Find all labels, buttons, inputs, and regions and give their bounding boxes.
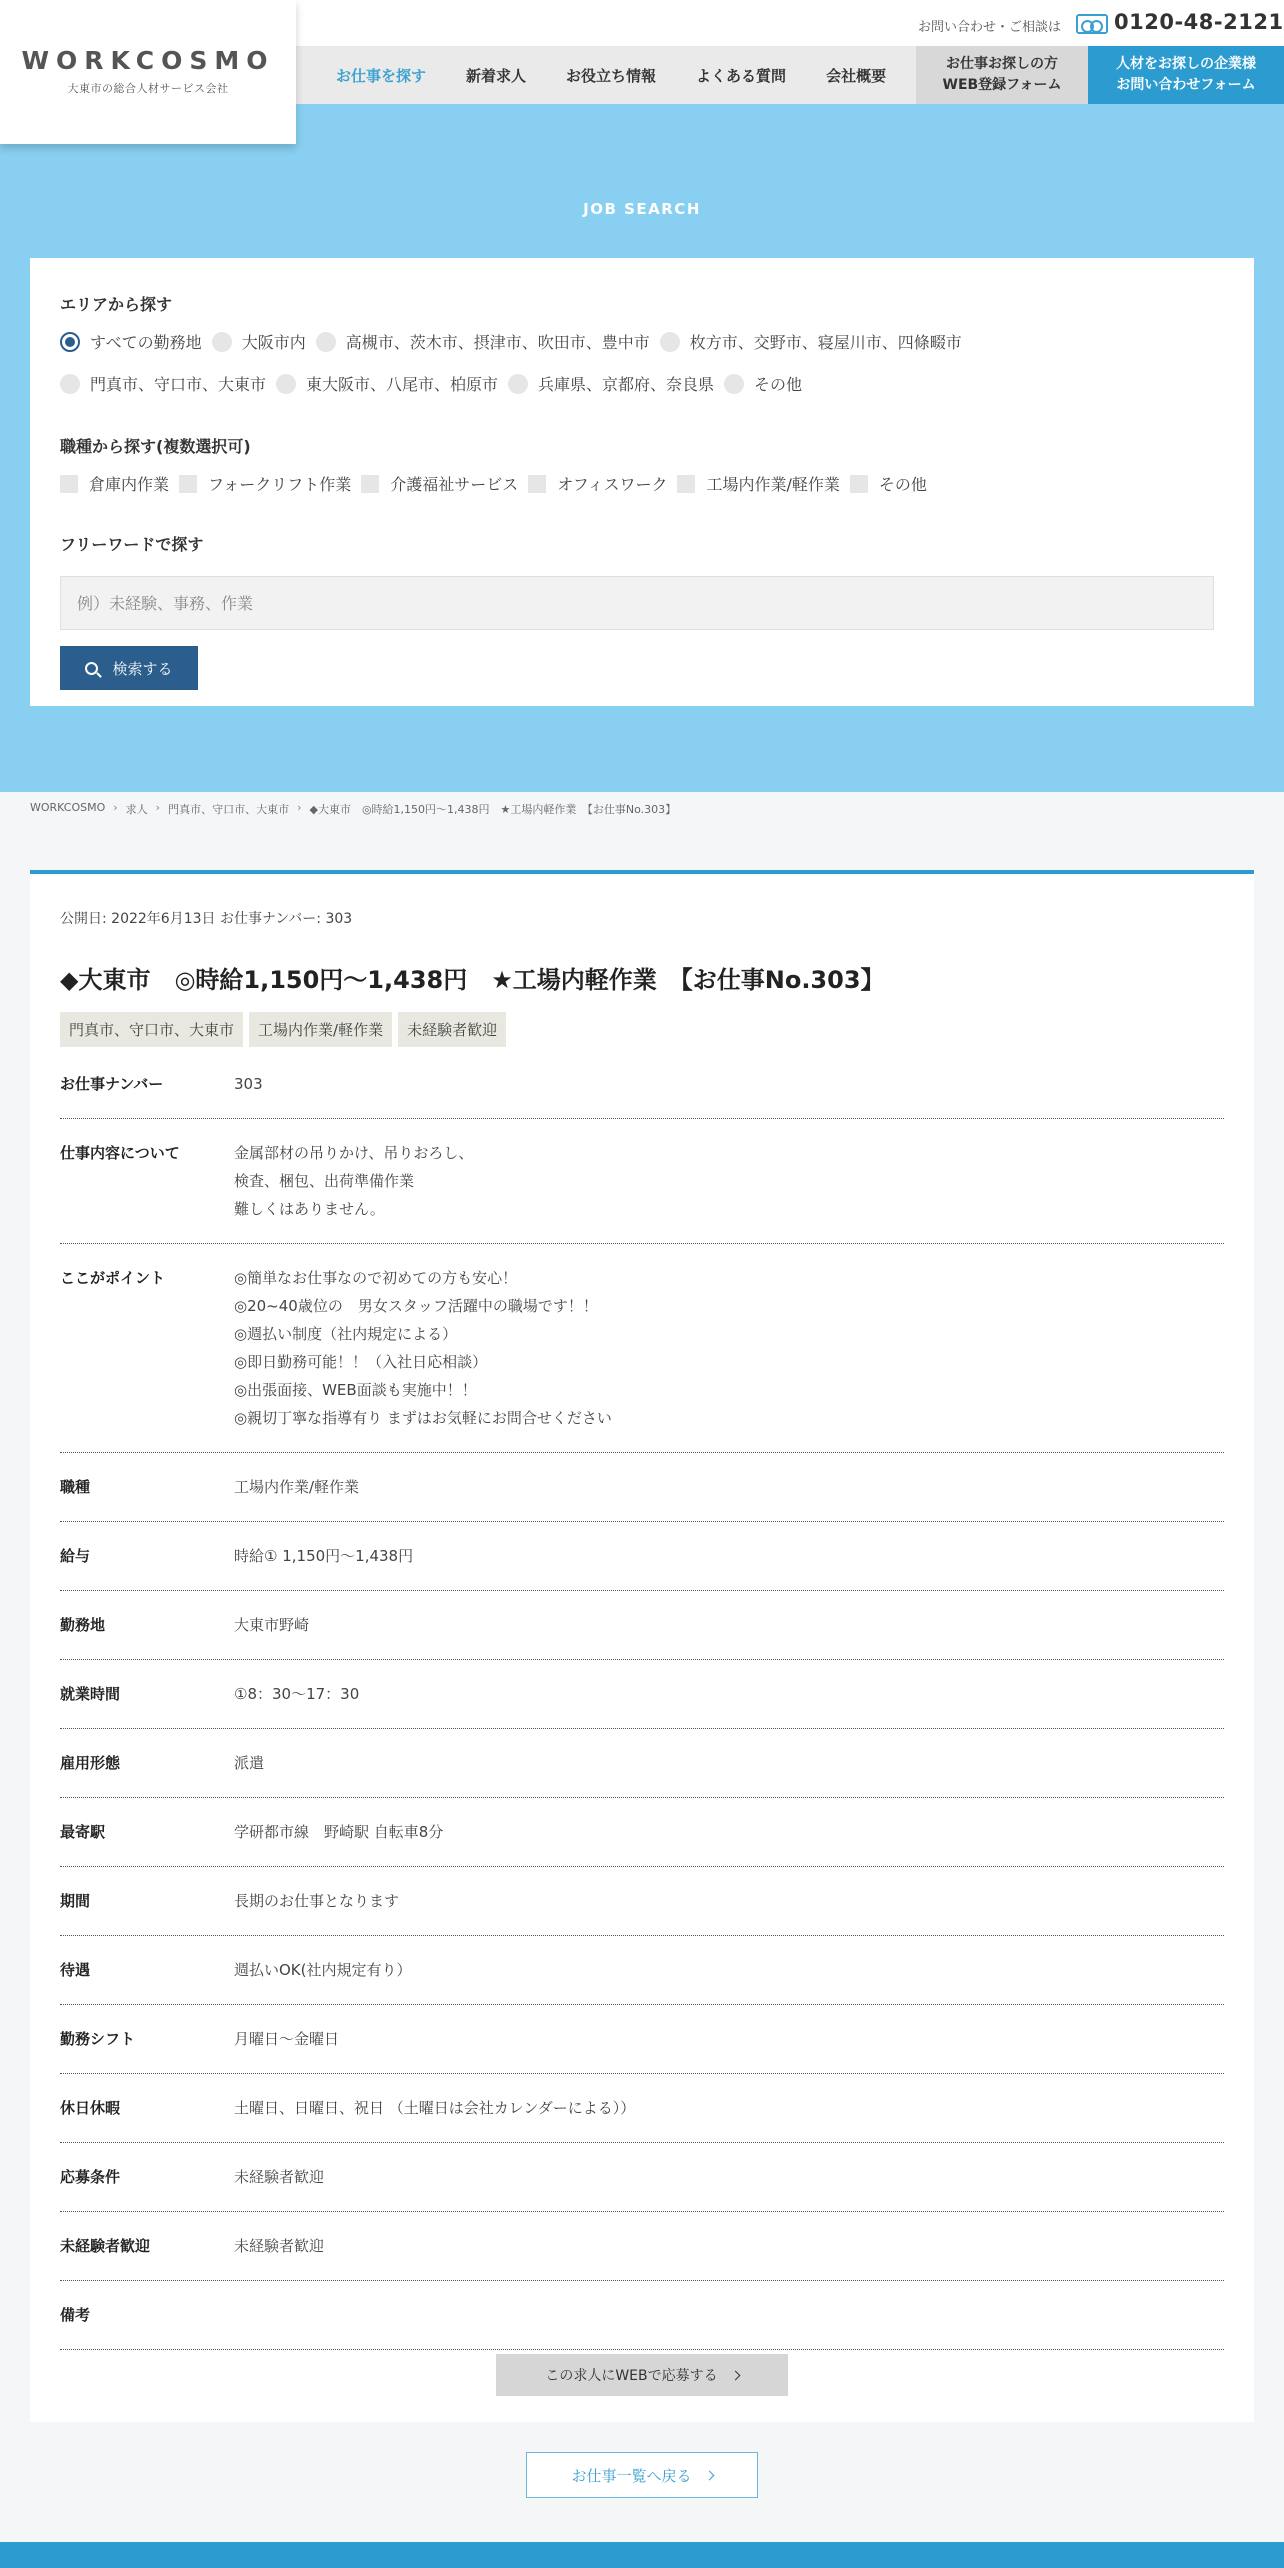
detail-row-label: 仕事内容について: [60, 1144, 180, 1162]
main-nav: [296, 46, 916, 104]
breadcrumb-current: ◆大東市 ◎時給1,150円〜1,438円 ★工場内軽作業 【お仕事No.303】: [309, 803, 677, 816]
job-type-option[interactable]: [179, 472, 351, 495]
job-type-option[interactable]: [528, 472, 667, 495]
detail-row-value: [234, 2163, 324, 2191]
phone-number[interactable]: 0120-48-2121: [1114, 10, 1284, 34]
radio-icon: [276, 374, 296, 394]
detail-row-value: [234, 1473, 359, 1501]
detail-value-line: 月曜日〜金曜日: [234, 2030, 340, 2048]
contact-label: お問い合わせ・ご相談は: [918, 20, 1062, 35]
job-type-option[interactable]: [361, 472, 518, 495]
detail-row-label: お仕事ナンバー: [60, 1075, 164, 1093]
detail-row-label: 待遇: [60, 1961, 91, 1979]
detail-row-value: [234, 2025, 339, 2053]
job-type-label: 工場内作業/軽作業: [706, 475, 840, 494]
detail-row-label: 雇用形態: [60, 1754, 121, 1772]
breadcrumb-home[interactable]: WORKCOSMO: [30, 801, 106, 814]
job-meta: 公開日: 2022年6月13日 お仕事ナンバー: 303: [60, 911, 353, 927]
area-option-label: 枚方市、交野市、寝屋川市、四條畷市: [689, 333, 962, 352]
keyword-label: フリーワードで探す: [60, 535, 204, 554]
detail-value-line: 未経験者歓迎: [234, 2237, 325, 2255]
detail-value-line: 週払いOK(社内規定有り）: [234, 1961, 412, 1979]
job-type-label: 倉庫内作業: [89, 475, 170, 494]
breadcrumb: [30, 801, 676, 817]
detail-row-label: 就業時間: [60, 1685, 121, 1703]
detail-row: [60, 1660, 1224, 1729]
job-type-label: フォークリフト作業: [208, 475, 352, 494]
radio-icon: [60, 374, 80, 394]
nav-item-job-search[interactable]: お仕事を探す: [336, 66, 427, 85]
radio-selected-icon: [60, 332, 80, 352]
chevron-right-icon: ›: [297, 801, 302, 814]
detail-row-value: [234, 1611, 309, 1639]
job-seeker-register-button[interactable]: [916, 46, 1088, 104]
logo[interactable]: [0, 0, 296, 144]
detail-row: [60, 2074, 1224, 2143]
nav-item-company[interactable]: 会社概要: [826, 66, 887, 85]
job-tags: [60, 1012, 512, 1047]
detail-row-label: 未経験者歓迎: [60, 2237, 151, 2255]
checkbox-icon: [677, 475, 695, 493]
detail-value-line: 難しくはありません。: [234, 1200, 385, 1218]
footer: [0, 2542, 1284, 2568]
search-button-label: 検索する: [112, 659, 173, 678]
detail-row: [60, 1244, 1224, 1453]
logo-tagline: 大東市の総合人材サービス会社: [67, 82, 229, 95]
cta-company-line1: 人材をお探しの企業様: [1116, 56, 1256, 72]
detail-row: [60, 1729, 1224, 1798]
detail-row: [60, 1060, 1224, 1119]
cta-company-line2: お問い合わせフォーム: [1116, 77, 1256, 93]
detail-row-label: ここがポイント: [60, 1269, 166, 1287]
area-option-label: その他: [754, 375, 803, 394]
radio-icon: [660, 332, 680, 352]
apply-button-label: この求人にWEBで応募する: [545, 2368, 718, 2384]
radio-icon: [212, 332, 232, 352]
radio-icon: [316, 332, 336, 352]
detail-row-label: 備考: [60, 2306, 91, 2324]
area-option-label: 東大阪市、八尾市、柏原市: [306, 375, 499, 394]
detail-value-line: 工場内作業/軽作業: [234, 1478, 360, 1496]
area-option[interactable]: [60, 330, 202, 353]
detail-row-label: 応募条件: [60, 2168, 121, 2186]
detail-value-line: 時給① 1,150円〜1,438円: [234, 1547, 414, 1565]
detail-value-line: 303: [234, 1075, 263, 1093]
job-type-option[interactable]: [850, 472, 927, 495]
breadcrumb-area[interactable]: 門真市、守口市、大東市: [168, 803, 290, 816]
detail-row: [60, 2143, 1224, 2212]
detail-value-line: ◎簡単なお仕事なので初めての方も安心！: [234, 1269, 518, 1287]
detail-row-value: [234, 1070, 263, 1098]
job-tag[interactable]: 未経験者歓迎: [398, 1012, 506, 1047]
detail-value-line: 大東市野崎: [234, 1616, 310, 1634]
chevron-right-icon: ›: [155, 801, 161, 814]
detail-value-line: 派遣: [234, 1754, 265, 1772]
job-tag[interactable]: 工場内作業/軽作業: [249, 1012, 392, 1047]
area-option-label: 高槻市、茨木市、摂津市、吹田市、豊中市: [345, 333, 650, 352]
search-title: JOB SEARCH: [583, 200, 701, 218]
detail-row: [60, 1522, 1224, 1591]
detail-row: [60, 1453, 1224, 1522]
job-type-label: 職種から探す(複数選択可): [60, 437, 251, 456]
detail-value-line: 金属部材の吊りかけ、吊りおろし、: [234, 1144, 474, 1162]
checkbox-icon: [179, 475, 197, 493]
area-options-row1: [60, 330, 972, 353]
detail-row-label: 勤務地: [60, 1616, 106, 1634]
logo-text: WORKCOSMO: [21, 46, 275, 75]
back-button-label: お仕事一覧へ戻る: [571, 2466, 692, 2485]
detail-row-value: [234, 2232, 324, 2260]
detail-row-value: [234, 1139, 473, 1223]
detail-row-value: [234, 1542, 413, 1570]
breadcrumb-jobs[interactable]: 求人: [125, 803, 148, 816]
detail-value-line: 検査、梱包、出荷準備作業: [234, 1172, 415, 1190]
search-form: [30, 258, 1254, 706]
detail-row: [60, 1798, 1224, 1867]
area-option-label: 門真市、守口市、大東市: [90, 375, 267, 394]
radio-icon: [724, 374, 744, 394]
detail-row-value: [234, 1680, 359, 1708]
apply-web-button[interactable]: [496, 2354, 788, 2396]
detail-row-value: [234, 1264, 612, 1432]
cta-job-line1: お仕事お探しの方: [946, 56, 1058, 72]
detail-row: [60, 2005, 1224, 2074]
cta-job-line2: WEB登録フォーム: [942, 77, 1062, 93]
detail-row: [60, 1591, 1224, 1660]
nav-item-new-jobs[interactable]: 新着求人: [466, 66, 527, 85]
area-label: エリアから探す: [60, 295, 173, 314]
back-to-list-button[interactable]: [526, 2452, 758, 2498]
detail-value-line: 土曜日、日曜日、祝日 （土曜日は会社カレンダーによる））: [234, 2099, 636, 2117]
area-option[interactable]: [660, 330, 962, 353]
job-search-section: [0, 104, 1284, 792]
area-option[interactable]: [316, 330, 650, 353]
detail-row-value: [234, 1818, 443, 1846]
search-icon: [85, 662, 98, 675]
checkbox-icon: [528, 475, 546, 493]
checkbox-icon: [60, 475, 78, 493]
detail-row-label: 最寄駅: [60, 1823, 106, 1841]
chevron-right-icon: ›: [113, 801, 118, 814]
area-option[interactable]: [724, 372, 802, 395]
detail-row-value: [234, 2094, 635, 2122]
detail-row: [60, 2212, 1224, 2281]
freedial-icon: [1076, 14, 1108, 34]
checkbox-icon: [850, 475, 868, 493]
checkbox-icon: [361, 475, 379, 493]
job-detail-table: [60, 1060, 1224, 2350]
detail-value-line: ◎即日勤務可能！！（入社日応相談）: [234, 1353, 488, 1371]
detail-value-line: 学研都市線 野崎駅 自転車8分: [234, 1823, 444, 1841]
detail-row-value: [234, 1887, 399, 1915]
detail-row: [60, 1867, 1224, 1936]
detail-row-label: 給与: [60, 1547, 91, 1565]
detail-value-line: 長期のお仕事となります: [234, 1892, 400, 1910]
detail-value-line: ◎親切丁寧な指導有り まずはお気軽にお問合せください: [234, 1409, 612, 1427]
detail-row-label: 職種: [60, 1478, 91, 1496]
keyword-input[interactable]: [60, 576, 1214, 630]
job-detail-card: [30, 870, 1254, 2422]
area-options-row2: [60, 372, 812, 395]
area-option[interactable]: [276, 372, 498, 395]
job-type-option[interactable]: [60, 472, 169, 495]
site-header: [0, 0, 1284, 104]
job-type-options: [60, 472, 937, 495]
nav-item-faq[interactable]: よくある質問: [696, 66, 787, 85]
area-option-label: 大阪市内: [241, 333, 306, 352]
detail-row: [60, 1936, 1224, 2005]
chevron-right-icon: [704, 2470, 714, 2480]
detail-row: [60, 1119, 1224, 1244]
detail-row-value: [234, 1749, 264, 1777]
company-contact-button[interactable]: [1088, 46, 1284, 104]
job-tag[interactable]: 門真市、守口市、大東市: [60, 1012, 243, 1047]
job-type-label: その他: [878, 475, 927, 494]
detail-row-label: 休日休暇: [60, 2099, 121, 2117]
area-option[interactable]: [60, 372, 266, 395]
area-option-label: すべての勤務地: [90, 333, 202, 352]
detail-row: [60, 2281, 1224, 2350]
detail-row-value: [234, 1956, 412, 1984]
detail-value-line: 未経験者歓迎: [234, 2168, 325, 2186]
detail-value-line: ◎週払い制度（社内規定による）: [234, 1325, 458, 1343]
search-button[interactable]: [60, 646, 198, 690]
job-type-label: 介護福祉サービス: [390, 475, 519, 494]
job-type-option[interactable]: [677, 472, 839, 495]
detail-value-line: ①8：30〜17：30: [234, 1685, 360, 1703]
area-option[interactable]: [508, 372, 714, 395]
detail-value-line: ◎出張面接、WEB面談も実施中！！: [234, 1381, 477, 1399]
job-title: ◆大東市 ◎時給1,150円〜1,438円 ★工場内軽作業 【お仕事No.303】: [60, 966, 885, 994]
radio-icon: [508, 374, 528, 394]
area-option[interactable]: [212, 330, 306, 353]
detail-value-line: ◎20~40歳位の 男女スタッフ活躍中の職場です！！: [234, 1297, 598, 1315]
chevron-right-icon: [730, 2370, 740, 2380]
detail-row-label: 勤務シフト: [60, 2030, 136, 2048]
job-type-label: オフィスワーク: [557, 475, 668, 494]
nav-item-useful-info[interactable]: お役立ち情報: [566, 66, 657, 85]
area-option-label: 兵庫県、京都府、奈良県: [538, 375, 715, 394]
detail-row-label: 期間: [60, 1892, 91, 1910]
